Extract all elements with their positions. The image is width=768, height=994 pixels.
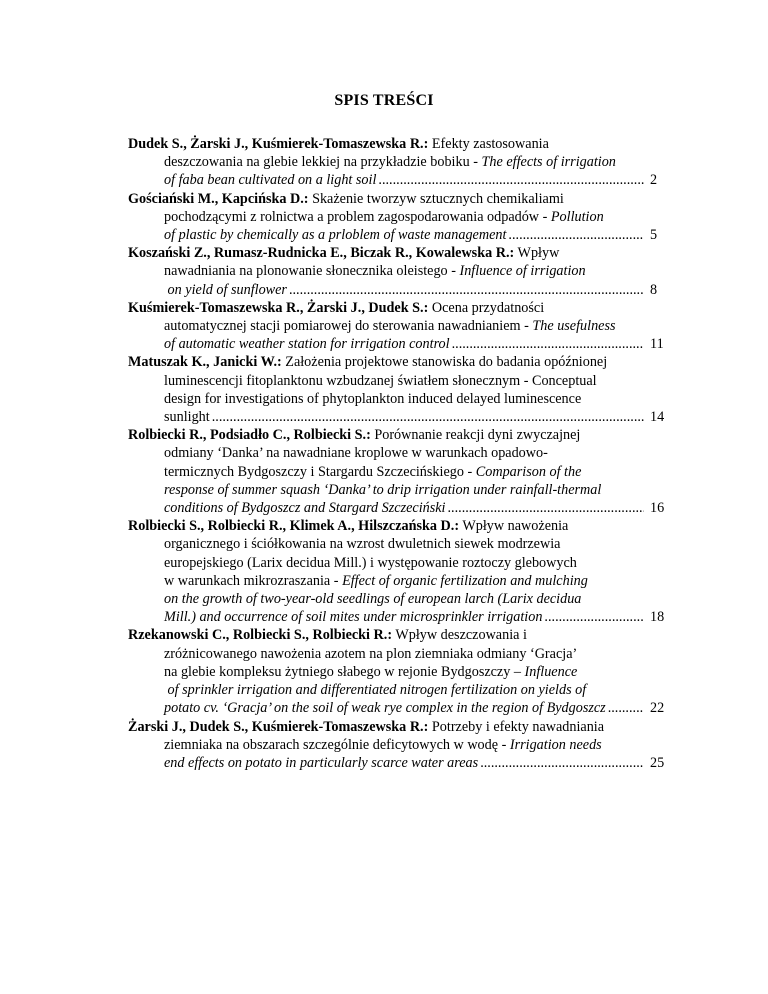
page-number: 25: [650, 754, 665, 771]
entry-title: europejskiego (Larix decidua Mill.) i występowanie roztoczy glebowych: [164, 554, 577, 571]
entry-title-en: Pollution: [550, 208, 604, 225]
toc-entry-2: [128, 190, 676, 245]
entry-title: automatycznej stacji pomiarowej do sterowania nawadnianiem -: [164, 318, 533, 335]
entry-authors: Dudek S., Żarski J., Kuśmierek-Tomaszewska R.:: [128, 136, 429, 152]
entry-title-en: Irrigation needs: [509, 736, 602, 753]
dot-leader: [480, 754, 644, 772]
entry-title: na glebie kompleksu żytniego słabego w rejonie Bydgoszczy –: [164, 663, 525, 680]
entry-title: Wpływ deszczowania i: [392, 627, 527, 644]
toc-entry-8: [128, 626, 676, 717]
page-number: 16: [650, 500, 665, 517]
entry-title: deszczowania na glebie lekkiej na przykładzie bobiku -: [164, 154, 482, 171]
entry-title-en: of plastic by chemically as a prloblem of waste management: [164, 227, 507, 244]
entry-title-en: of faba bean cultivated on a light soil: [164, 172, 377, 189]
entry-title-en: on yield of sunflower: [164, 281, 287, 298]
entry-title-en: Mill.) and occurrence of soil mites under microsprinkler irrigation: [164, 609, 543, 626]
entry-title: Skażenie tworzyw sztucznych chemikaliami: [308, 190, 564, 207]
entry-title-en: on the growth of two-year-old seedlings of european larch (Larix decidua: [164, 591, 582, 608]
entry-title: ziemniaka na obszarach szczególnie deficytowych w wodę -: [164, 736, 510, 753]
entry-authors: Kuśmierek-Tomaszewska R., Żarski J., Dudek S.:: [128, 299, 429, 316]
dot-leader: [448, 499, 645, 517]
entry-title-en: potato cv. ‘Gracja’ on the soil of weak rye complex in the region of Bydgoszcz: [164, 700, 606, 717]
entry-title-en: The effects of irrigation: [481, 154, 616, 171]
entry-title-en: Effect of organic fertilization and mulching: [342, 572, 588, 589]
page-number: 5: [650, 227, 658, 244]
entry-authors: Żarski J., Dudek S., Kuśmierek-Tomaszewska R.:: [128, 718, 429, 735]
page-number: 22: [650, 700, 665, 717]
entry-authors: Koszański Z., Rumasz-Rudnicka E., Biczak R., Kowalewska R.:: [128, 245, 515, 262]
toc-entry-5: [128, 353, 676, 426]
dot-leader: [544, 608, 644, 626]
entry-title: organicznego i ściółkowania na wzrost dwuletnich siewek modrzewia: [164, 536, 561, 553]
page-number: 11: [650, 336, 664, 353]
entry-title-en: Influence of irrigation: [459, 263, 586, 280]
entry-authors: Rolbiecki R., Podsiadło C., Rolbiecki S.:: [128, 427, 371, 444]
entry-authors: Rolbiecki S., Rolbiecki R., Klimek A., Hilszczańska D.:: [128, 518, 460, 535]
entry-title: zróżnicowanego nawożenia azotem na plon ziemniaka odmiany ‘Gracja’: [164, 645, 578, 662]
page-number: 8: [650, 281, 658, 298]
entry-title: Porównanie reakcji dyni zwyczajnej: [370, 427, 581, 444]
entry-title-en: of sprinkler irrigation and differentiated nitrogen fertilization on yields of: [164, 682, 587, 699]
entry-title: termicznych Bydgoszczy i Stargardu Szczecińskiego -: [164, 463, 476, 480]
toc-entry-1: [128, 135, 676, 190]
entry-title-en: of automatic weather station for irrigation control: [164, 336, 450, 353]
entry-title-en: response of summer squash ‘Danka’ to drip irrigation under rainfall-thermal: [164, 481, 602, 498]
toc-entry-4: [128, 299, 676, 354]
entry-authors: Rzekanowski C., Rolbiecki S., Rolbiecki R.:: [128, 627, 393, 644]
page-number: 2: [650, 172, 658, 189]
toc-entry-7: [128, 517, 676, 626]
entry-title-en: Comparison of the: [475, 463, 582, 480]
toc-entry-9: [128, 718, 676, 773]
dot-leader: [452, 335, 644, 353]
entry-title: Założenia projektowe stanowiska do badania opóźnionej: [281, 354, 608, 371]
toc-entry-3: [128, 244, 676, 299]
entry-title-en: The usefulness: [532, 318, 616, 335]
entry-title: design for investigations of phytoplankton induced delayed luminescence: [164, 390, 582, 407]
entry-title-en: conditions of Bydgoszcz and Stargard Szczeciński: [164, 500, 446, 517]
dot-leader: [608, 699, 644, 717]
entry-authors: Gościański M., Kapcińska D.:: [128, 190, 309, 207]
entry-title: Wpływ: [514, 245, 560, 262]
table-of-contents: [128, 135, 676, 772]
entry-title: odmiany ‘Danka’ na nawadniane kroplowe w warunkach opadowo-: [164, 445, 548, 462]
dot-leader: [378, 171, 644, 189]
entry-title: pochodzącymi z rolnictwa a problem zagospodarowania odpadów -: [164, 208, 551, 225]
entry-title: sunlight: [164, 409, 210, 426]
entry-authors: Matuszak K., Janicki W.:: [128, 354, 282, 371]
entry-title: nawadniania na plonowanie słonecznika oleistego -: [164, 263, 460, 280]
toc-entry-6: [128, 426, 676, 517]
entry-title-en: end effects on potato in particularly scarce water areas: [164, 754, 479, 771]
page-number: 18: [650, 609, 665, 626]
dot-leader: [289, 281, 644, 299]
entry-title: w warunkach mikrozraszania -: [164, 572, 343, 589]
entry-title: Wpływ nawożenia: [459, 518, 569, 535]
page-number: 14: [650, 409, 665, 426]
page-title: SPIS TREŚCI: [334, 92, 434, 109]
dot-leader: [508, 226, 644, 244]
entry-title: Efekty zastosowania: [428, 136, 549, 152]
dot-leader: [212, 408, 644, 426]
entry-title: Potrzeby i efekty nawadniania: [428, 718, 605, 735]
entry-title: luminescencji fitoplanktonu wzbudzanej światłem słonecznym - Conceptual: [164, 372, 597, 389]
entry-title-en: Influence: [524, 663, 578, 680]
entry-title: Ocena przydatności: [428, 299, 545, 316]
